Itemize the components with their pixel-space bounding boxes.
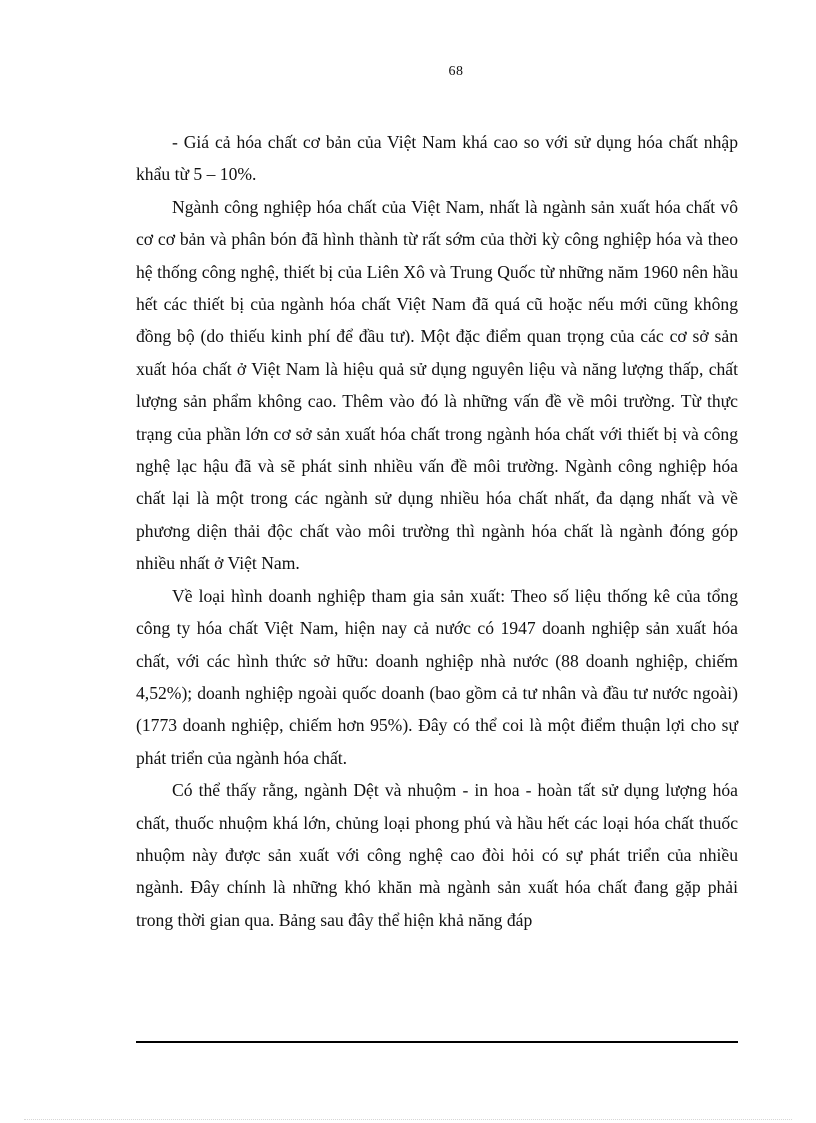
page-bottom-edge — [24, 1119, 792, 1120]
paragraph-price-comparison: - Giá cả hóa chất cơ bản của Việt Nam khá cao so với sử dụng hóa chất nhập khẩu từ 5 – 10%. — [136, 132, 738, 185]
paragraph-enterprise-types: Về loại hình doanh nghiệp tham gia sản xuất: Theo số liệu thống kê của tổng công ty hóa chất Việt Nam, hiện nay cả nước có 1947 doanh nghiệp sản xuất hóa chất, với các hình thức sở hữu: doanh nghiệp nhà nước (88 doanh nghiệp, chiếm 4,52%); doanh nghiệp ngoài quốc doanh (bao gồm cả tư nhân và đầu tư nước ngoài) (1773 doanh nghiệp, chiếm hơn 95%). Đây có thể coi là một điểm thuận lợi cho sự phát triển của ngành hóa chất. — [136, 585, 738, 768]
page-number: 68 — [448, 64, 464, 79]
footer-rule — [136, 1041, 738, 1043]
paragraph-industry-overview: Ngành công nghiệp hóa chất của Việt Nam, nhất là ngành sản xuất hóa chất vô cơ cơ bản và phân bón đã hình thành từ rất sớm của thời kỳ công nghiệp hóa và theo hệ thống công nghệ, thiết bị của Liên Xô và Trung Quốc từ những năm 1960 nên hầu hết các thiết bị của ngành hóa chất Việt Nam đã quá cũ hoặc nếu mới cũng không đồng bộ (do thiếu kinh phí để đầu tư). Một đặc điểm quan trọng của các cơ sở sản xuất hóa chất ở Việt Nam là hiệu quả sử dụng nguyên liệu và năng lượng thấp, chất lượng sản phẩm không cao. Thêm vào đó là những vấn đề về môi trường. Từ thực trạng của phần lớn cơ sở sản xuất hóa chất trong ngành hóa chất với thiết bị và công nghệ lạc hậu đã và sẽ phát sinh nhiều vấn đề môi trường. Ngành công nghiệp hóa chất lại là một trong các ngành sử dụng nhiều hóa chất nhất, đa dạng nhất và về phương diện thải độc chất vào môi trường thì ngành hóa chất là ngành đóng góp nhiều nhất ở Việt Nam. — [136, 196, 738, 574]
document-body — [136, 126, 738, 936]
paragraph-textile-dyeing: Có thể thấy rằng, ngành Dệt và nhuộm - in hoa - hoàn tất sử dụng lượng hóa chất, thuốc nhuộm khá lớn, chủng loại phong phú và hầu hết các loại hóa chất thuốc nhuộm này được sản xuất với công nghệ cao đòi hỏi có sự phát triển của nhiều ngành. Đây chính là những khó khăn mà ngành sản xuất hóa chất đang gặp phải trong thời gian qua. Bảng sau đây thể hiện khả năng đáp — [136, 780, 738, 930]
